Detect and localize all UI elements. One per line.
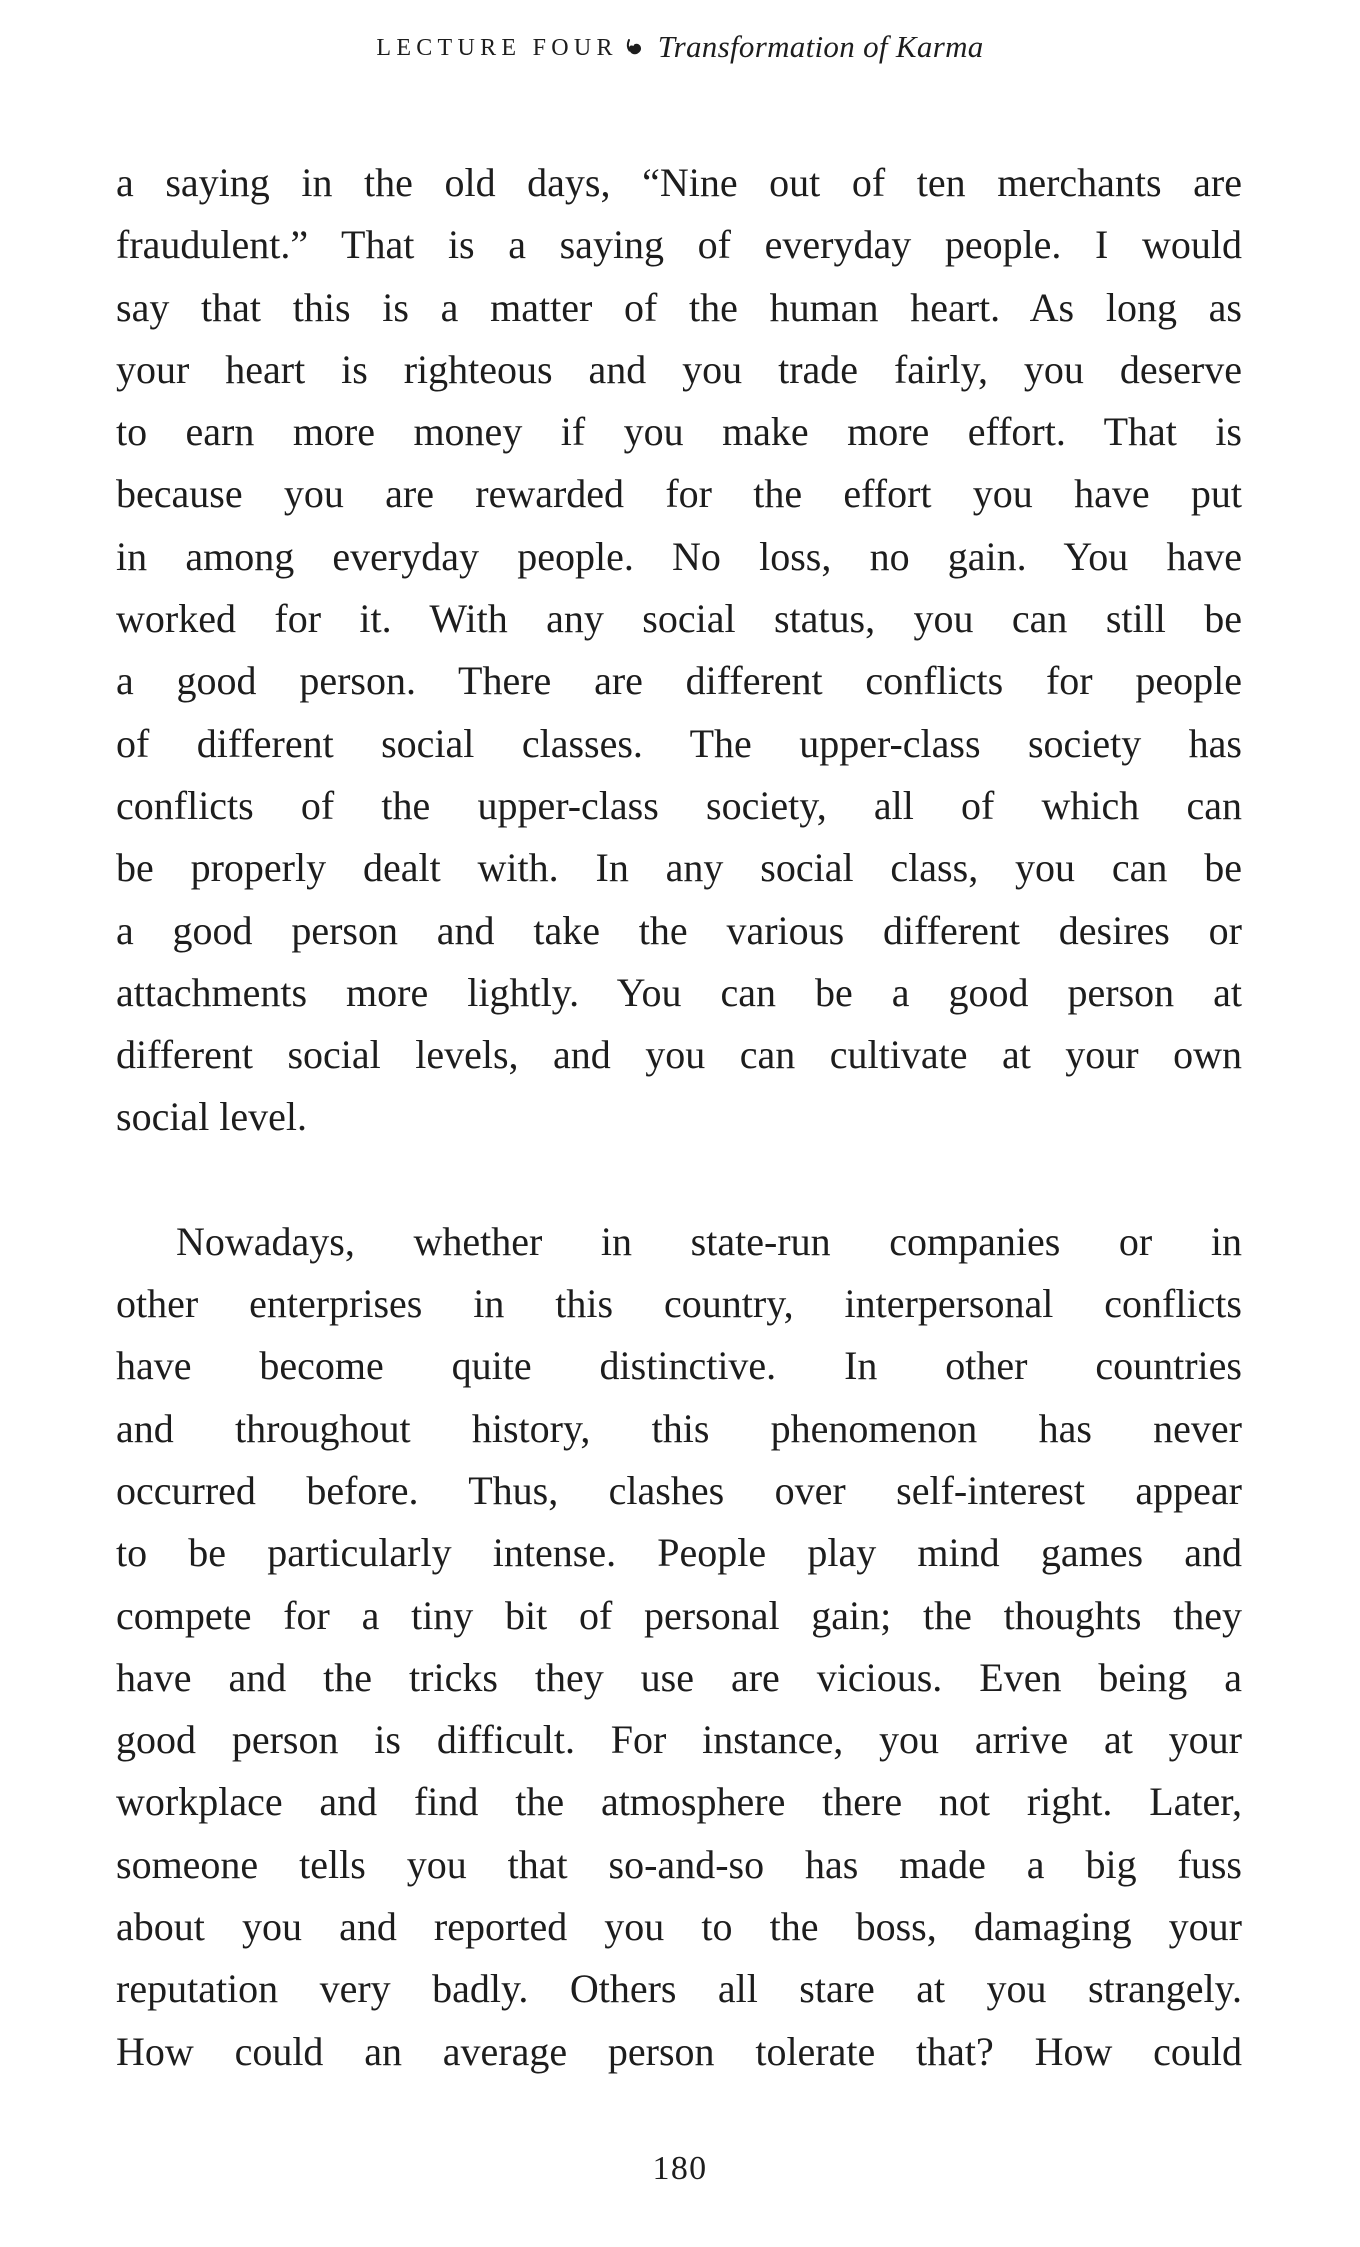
page-body bbox=[116, 152, 1242, 2083]
chapter-title: Transformation of Karma bbox=[657, 29, 984, 64]
page-footer bbox=[0, 2150, 1360, 2188]
text-line: a saying in the old days, “Nine out of ten merchants are bbox=[116, 160, 1242, 205]
text-line: have become quite distinctive. In other countries bbox=[116, 1343, 1242, 1389]
text-line: good person is difficult. For instance, you arrive at your bbox=[116, 1717, 1242, 1763]
text-line: reputation very badly. Others all stare at you strangely. bbox=[116, 1966, 1242, 2012]
aldus-leaf-icon bbox=[620, 37, 646, 63]
text-line: have and the tricks they use are vicious. Even being a bbox=[116, 1654, 1242, 1700]
text-line: be properly dealt with. In any social class, you can be bbox=[116, 845, 1242, 891]
text-line: fraudulent.” That is a saying of everyday people. I would bbox=[116, 222, 1242, 268]
text-line: attachments more lightly. You can be a good person at bbox=[116, 969, 1242, 1015]
text-line: in among everyday people. No loss, no gain. You have bbox=[116, 533, 1242, 579]
paragraph bbox=[116, 1211, 1242, 2083]
lecture-section-label: LECTURE FOUR bbox=[376, 35, 618, 61]
paragraph bbox=[116, 152, 1242, 1149]
page-number: 180 bbox=[652, 2150, 708, 2187]
text-line: worked for it. With any social status, you can still be bbox=[116, 596, 1242, 642]
text-line: Nowadays, whether in state-run companies or in bbox=[176, 1218, 1242, 1264]
text-line: your heart is righteous and you trade fairly, you deserve bbox=[116, 346, 1242, 392]
text-line: a good person. There are different conflicts for people bbox=[116, 658, 1242, 704]
text-line: and throughout history, this phenomenon has never bbox=[116, 1405, 1242, 1451]
text-line: conflicts of the upper-class society, all of which can bbox=[116, 782, 1242, 828]
text-line: compete for a tiny bit of personal gain; the thoughts they bbox=[116, 1592, 1242, 1638]
text-line: different social levels, and you can cultivate at your own bbox=[116, 1032, 1242, 1078]
text-line: social level. bbox=[116, 1094, 308, 1140]
text-line: about you and reported you to the boss, damaging your bbox=[116, 1904, 1242, 1950]
text-line: because you are rewarded for the effort you have put bbox=[116, 471, 1242, 517]
text-line: someone tells you that so-and-so has made a big fuss bbox=[116, 1841, 1242, 1887]
text-line: a good person and take the various different desires or bbox=[116, 907, 1242, 953]
text-line: say that this is a matter of the human heart. As long as bbox=[116, 284, 1242, 330]
text-line: to earn more money if you make more effort. That is bbox=[116, 409, 1242, 455]
text-line: workplace and find the atmosphere there not right. Later, bbox=[116, 1779, 1242, 1825]
text-line: occurred before. Thus, clashes over self-interest appear bbox=[116, 1467, 1242, 1513]
text-line: of different social classes. The upper-class society has bbox=[116, 720, 1242, 766]
text-line: to be particularly intense. People play mind games and bbox=[116, 1530, 1242, 1576]
running-header bbox=[0, 30, 1360, 70]
text-line: How could an average person tolerate that? How could bbox=[116, 2028, 1242, 2074]
text-line: other enterprises in this country, interpersonal conflicts bbox=[116, 1281, 1242, 1327]
